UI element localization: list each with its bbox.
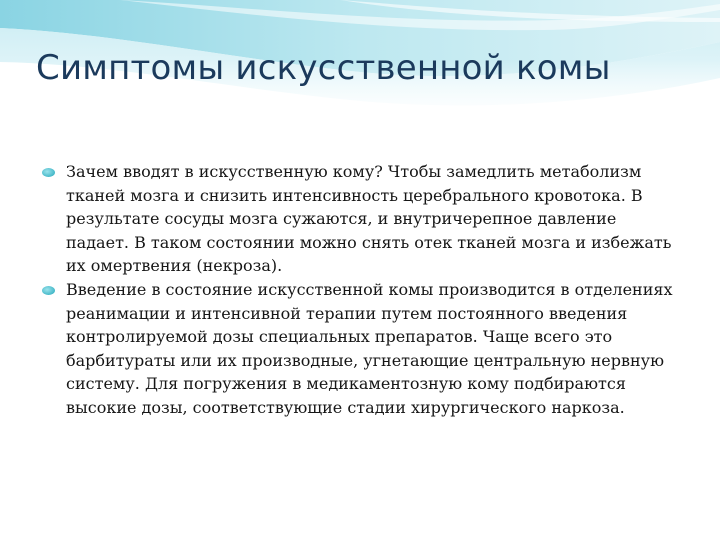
bullet-item-2 bbox=[42, 278, 678, 420]
slide-title: Симптомы искусственной комы bbox=[36, 48, 611, 88]
bullet-list bbox=[42, 160, 678, 420]
bullet-text-1: Зачем вводят в искусственную кому? Чтобы замедлить метаболизм тканей мозга и снизить интенсивность церебрального кровотока. В результате сосуды мозга сужаются, и внутричерепное давление падает. В таком состоянии можно снять отек тканей мозга и избежать их омертвения (некроза). bbox=[66, 162, 672, 276]
bullet-text-2: Введение в состояние искусственной комы производится в отделениях реанимации и интенсивной терапии путем постоянного введения контролируемой дозы специальных препаратов. Чаще всего это барбитураты или их производные, угнетающие центральную нервную систему. Для погружения в медикаментозную кому подбираются высокие дозы, соответствующие стадии хирургического наркоза. bbox=[66, 279, 673, 417]
bullet-icon bbox=[42, 168, 55, 177]
bullet-item-1 bbox=[42, 160, 678, 278]
bullet-icon bbox=[42, 286, 55, 295]
